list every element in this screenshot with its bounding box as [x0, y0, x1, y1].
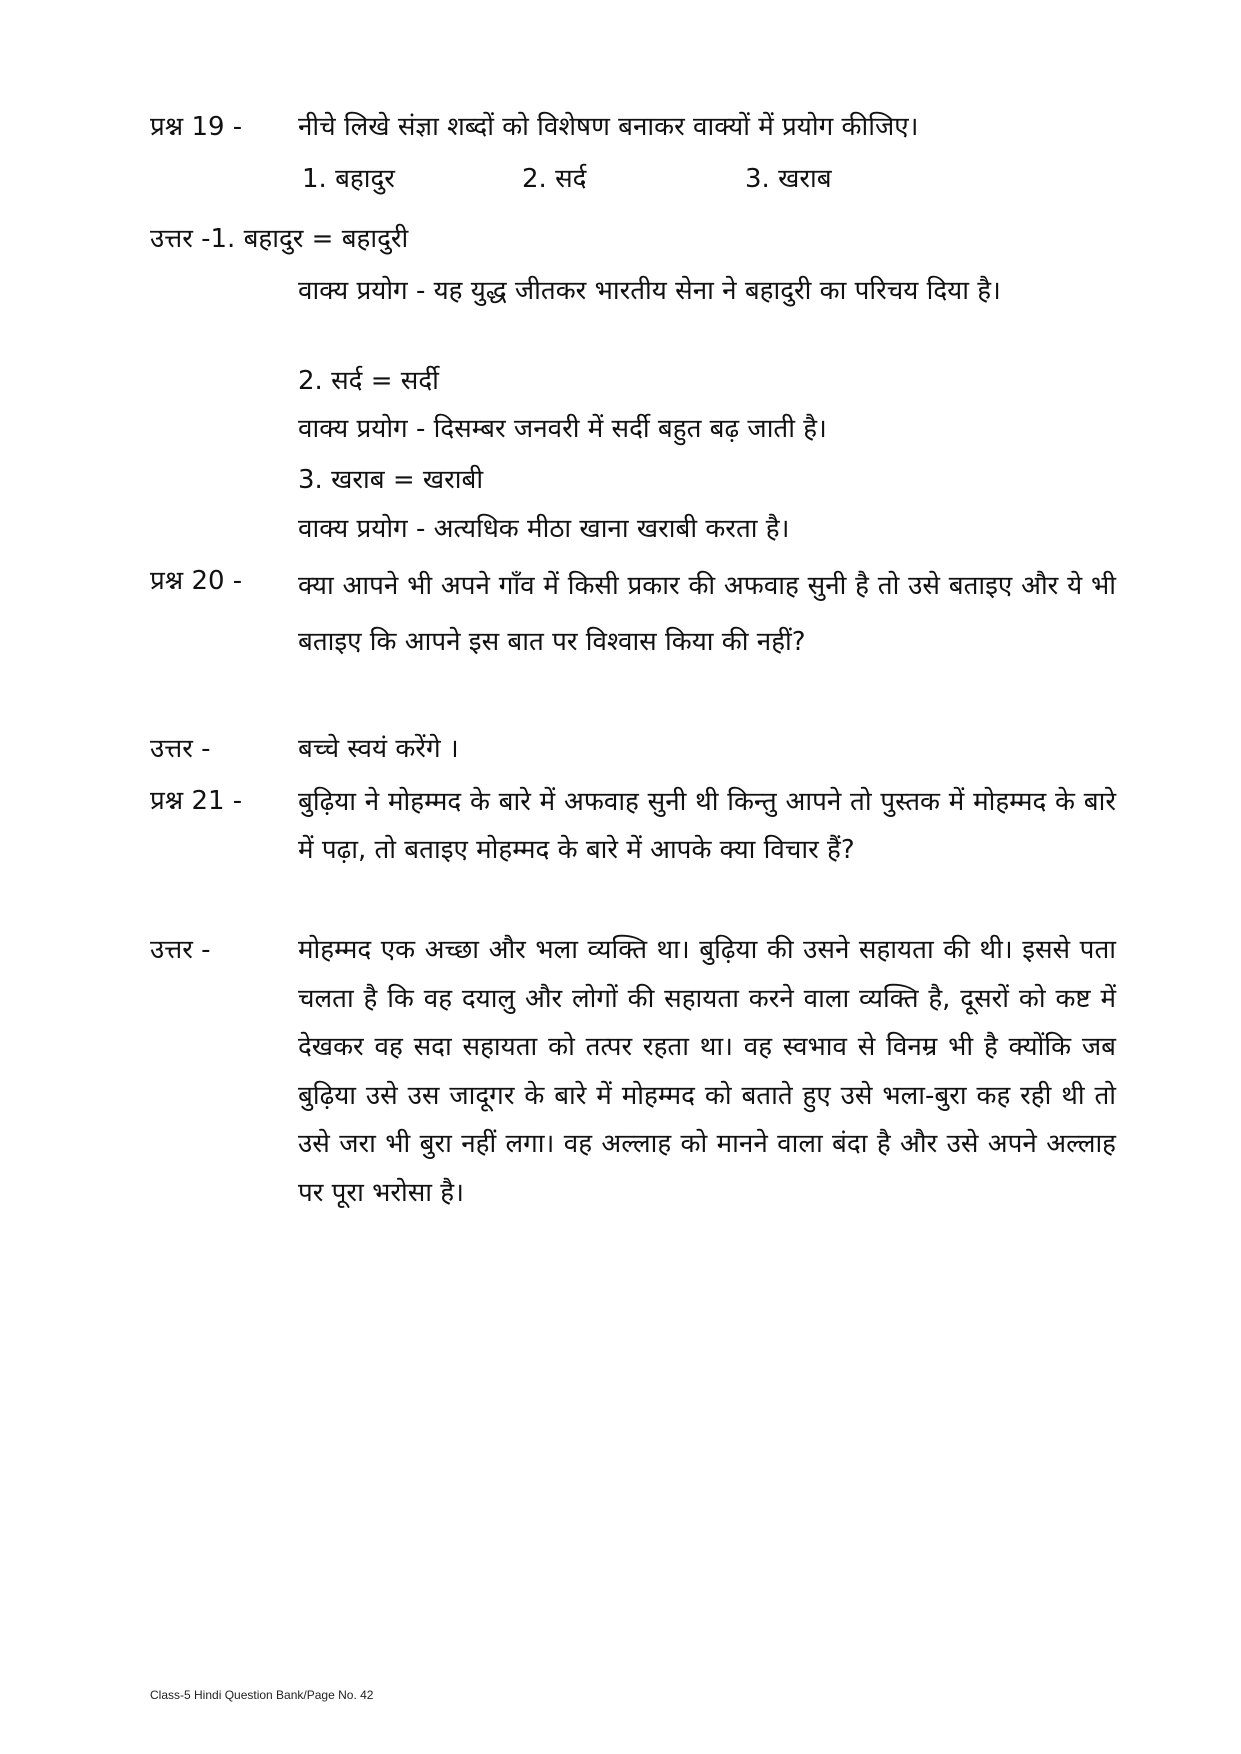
answer-21-text: मोहम्मद एक अच्छा और भला व्यक्ति था। बुढ़िया की उसने सहायता की थी। इससे पता चलता है कि वह दयालु और लोगों की सहायता करने वाला व्यक्ति है, दूसरों को कष्ट में देखकर वह सदा सहायता को तत्पर रहता था। वह स्वभाव से विनम्र भी है क्योंकि जब बुढ़िया उसे उस जादूगर के बारे में मोहम्मद को बताते हुए उसे भला-बुरा कह रही थी तो उसे जरा भी बुरा नहीं लगा। वह अल्लाह को मानने वाला बंदा है और उसे अपने अल्लाह पर पूरा भरोसा है। [298, 935, 1116, 1208]
question-19-option-3: 3. खराब [745, 164, 832, 194]
page-footer: Class-5 Hindi Question Bank/Page No. 42 [150, 1688, 374, 1702]
answer-19-item-3: 3. खराब = खराबी [298, 465, 484, 495]
question-20-label: प्रश्न 20 - [150, 566, 243, 596]
question-19-option-1: 1. बहादुर [302, 164, 395, 194]
answer-20-text: बच्चे स्वयं करेंगे । [298, 734, 459, 764]
answer-19-usage-1: वाक्य प्रयोग - यह युद्ध जीतकर भारतीय सेना ने बहादुरी का परिचय दिया है। [298, 276, 1001, 306]
answer-21-label: उत्तर - [150, 935, 211, 965]
question-19-label: प्रश्न 19 - [150, 112, 243, 142]
answer-19-label: उत्तर -1. बहादुर = बहादुरी [150, 224, 409, 254]
question-21-label: प्रश्न 21 - [150, 786, 243, 816]
question-21-text: बुढ़िया ने मोहम्मद के बारे में अफवाह सुनी थी किन्तु आपने तो पुस्तक में मोहम्मद के बारे में पढ़ा, तो बताइए मोहम्मद के बारे में आपके क्या विचार हैं? [298, 787, 1116, 865]
answer-19-usage-3: वाक्य प्रयोग - अत्यधिक मीठा खाना खराबी करता है। [298, 514, 790, 544]
question-20-text: क्या आपने भी अपने गाँव में किसी प्रकार की अफवाह सुनी है तो उसे बताइए और ये भी बताइए कि आपने इस बात पर विश्वास किया की नहीं? [298, 571, 1116, 657]
answer-19-item-2: 2. सर्द = सर्दी [298, 366, 439, 396]
answer-19-usage-2: वाक्य प्रयोग - दिसम्बर जनवरी में सर्दी बहुत बढ़ जाती है। [298, 414, 827, 444]
question-19-text: नीचे लिखे संज्ञा शब्दों को विशेषण बनाकर वाक्यों में प्रयोग कीजिए। [298, 112, 919, 142]
answer-20-label: उत्तर - [150, 734, 211, 764]
question-19-option-2: 2. सर्द [522, 164, 587, 194]
